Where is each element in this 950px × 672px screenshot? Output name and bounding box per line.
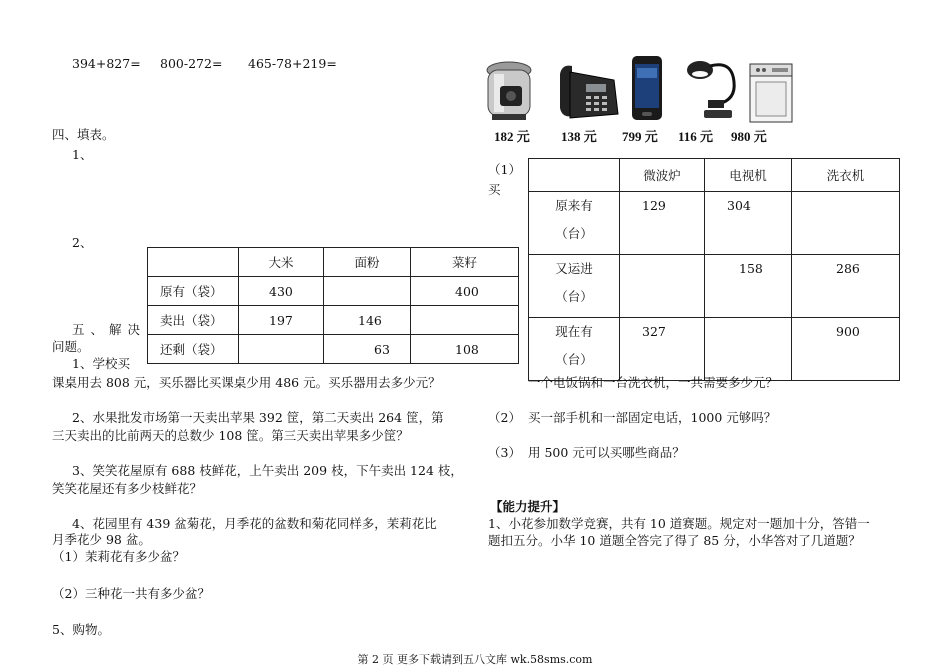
table-header: 菜籽 xyxy=(411,248,519,277)
table-cell xyxy=(529,159,620,192)
price-telephone: 138 元 xyxy=(561,129,597,144)
row-label-line-2: （台） xyxy=(555,352,593,367)
row-label: 原有（袋） xyxy=(148,277,239,306)
section-4-item-1: 1、 xyxy=(72,147,93,162)
question-2-line-2: 三天卖出的比前两天的总数少 108 筐。第三天卖出苹果多少筐？ xyxy=(52,428,409,443)
table-cell xyxy=(620,255,705,318)
table-cell: 158 xyxy=(705,255,792,318)
price-washing-machine: 980 元 xyxy=(731,129,767,144)
table-header: 大米 xyxy=(239,248,324,277)
exercise-1: 394+827= xyxy=(72,56,141,71)
row-label-line-2: （台） xyxy=(555,226,593,241)
question-1-line-1: 1、学校买 xyxy=(72,356,130,371)
section-4-title: 四、填表。 xyxy=(52,127,115,142)
row-label xyxy=(529,318,620,381)
question-4-line-2: 月季花少 98 盆。 xyxy=(52,532,151,547)
question-4-line-1: 4、花园里有 439 盆菊花，月季花的盆数和菊花同样多，茉莉花比 xyxy=(72,516,437,531)
exercise-3: 465-78+219= xyxy=(248,56,337,71)
rice-cooker-icon xyxy=(484,56,534,122)
question-1-line-2: 课桌用去 808 元，买乐器比买课桌少用 486 元。买乐器用去多少元？ xyxy=(52,375,441,390)
question-3-line-2: 笑笑花屋还有多少枝鲜花？ xyxy=(52,481,203,496)
question-4-sub-1: （1）茉莉花有多少盆？ xyxy=(52,549,185,564)
table-cell xyxy=(705,318,792,381)
question-3-line-1: 3、笑笑花屋原有 688 枝鲜花，上午卖出 209 枝，下午卖出 124 枝， xyxy=(72,463,463,478)
row-label-line-1: 又运进 xyxy=(555,261,593,276)
table-cell: 327 xyxy=(620,318,705,381)
table-row xyxy=(529,318,900,381)
price-mobile-phone: 799 元 xyxy=(622,129,658,144)
price-rice-cooker: 182 元 xyxy=(494,129,530,144)
table-row xyxy=(148,335,519,364)
rice-table xyxy=(147,247,519,364)
question-2-line-1: 2、水果批发市场第一天卖出苹果 392 筐，第二天卖出 264 筐，第 xyxy=(72,410,444,425)
shopping-q3-text: 用 500 元可以买哪些商品？ xyxy=(528,445,685,460)
shopping-q3-number: （3） xyxy=(488,445,521,460)
ability-q1-line-1: 1、小花参加数学竞赛，共有 10 道赛题。规定对一题加十分，答错一 xyxy=(488,516,870,531)
table-cell: 129 xyxy=(620,192,705,255)
telephone-icon xyxy=(556,62,620,122)
mobile-phone-icon xyxy=(630,54,664,122)
table-row xyxy=(148,248,519,277)
washing-machine-icon xyxy=(748,62,794,124)
table-cell: 400 xyxy=(411,277,519,306)
row-label-line-2: （台） xyxy=(555,289,593,304)
row-label-line-1: 原来有 xyxy=(555,198,593,213)
table-cell: 286 xyxy=(792,255,900,318)
table-row xyxy=(148,277,519,306)
table-row xyxy=(529,192,900,255)
shopping-q1-buy: 买 xyxy=(488,182,501,197)
table-cell: 146 xyxy=(324,306,411,335)
question-4-sub-2: （2）三种花一共有多少盆？ xyxy=(52,586,210,601)
row-label-line-1: 现在有 xyxy=(555,324,593,339)
page-footer: 第 2 页 更多下载请到五八文库 wk.58sms.com xyxy=(357,653,593,666)
table-row xyxy=(148,306,519,335)
shopping-q1-number: （1） xyxy=(488,162,521,177)
appliance-table xyxy=(528,158,900,381)
section-5-title-cont: 问题。 xyxy=(52,339,90,354)
row-label xyxy=(529,255,620,318)
price-desk-lamp: 116 元 xyxy=(678,129,714,144)
table-cell: 304 xyxy=(705,192,792,255)
exercise-2: 800-272= xyxy=(160,56,223,71)
table-cell: 197 xyxy=(239,306,324,335)
table-row xyxy=(529,255,900,318)
section-5-title: 五、解决 xyxy=(72,322,147,337)
shopping-q1-text: 一个电饭锅和一台洗衣机，一共需要多少元？ xyxy=(528,375,779,390)
table-cell: 63 xyxy=(324,335,411,364)
table-header: 微波炉 xyxy=(620,159,705,192)
table-row xyxy=(529,159,900,192)
ability-heading: 【能力提升】 xyxy=(490,499,566,514)
table-header: 面粉 xyxy=(324,248,411,277)
table-header: 洗衣机 xyxy=(792,159,900,192)
table-cell xyxy=(148,248,239,277)
table-cell xyxy=(324,277,411,306)
table-cell: 108 xyxy=(411,335,519,364)
table-cell xyxy=(411,306,519,335)
row-label: 卖出（袋） xyxy=(148,306,239,335)
section-4-item-2: 2、 xyxy=(72,235,93,250)
shopping-q2-number: （2） xyxy=(488,410,521,425)
table-header: 电视机 xyxy=(705,159,792,192)
row-label xyxy=(529,192,620,255)
table-cell xyxy=(792,192,900,255)
shopping-q2-text: 买一部手机和一部固定电话，1000 元够吗？ xyxy=(528,410,777,425)
row-label: 还剩（袋） xyxy=(148,335,239,364)
table-cell: 900 xyxy=(792,318,900,381)
table-cell xyxy=(239,335,324,364)
desk-lamp-icon xyxy=(684,56,740,122)
question-5: 5、购物。 xyxy=(52,622,110,637)
ability-q1-line-2: 题扣五分。小华 10 道题全答完了得了 85 分，小华答对了几道题？ xyxy=(488,533,861,548)
table-cell: 430 xyxy=(239,277,324,306)
